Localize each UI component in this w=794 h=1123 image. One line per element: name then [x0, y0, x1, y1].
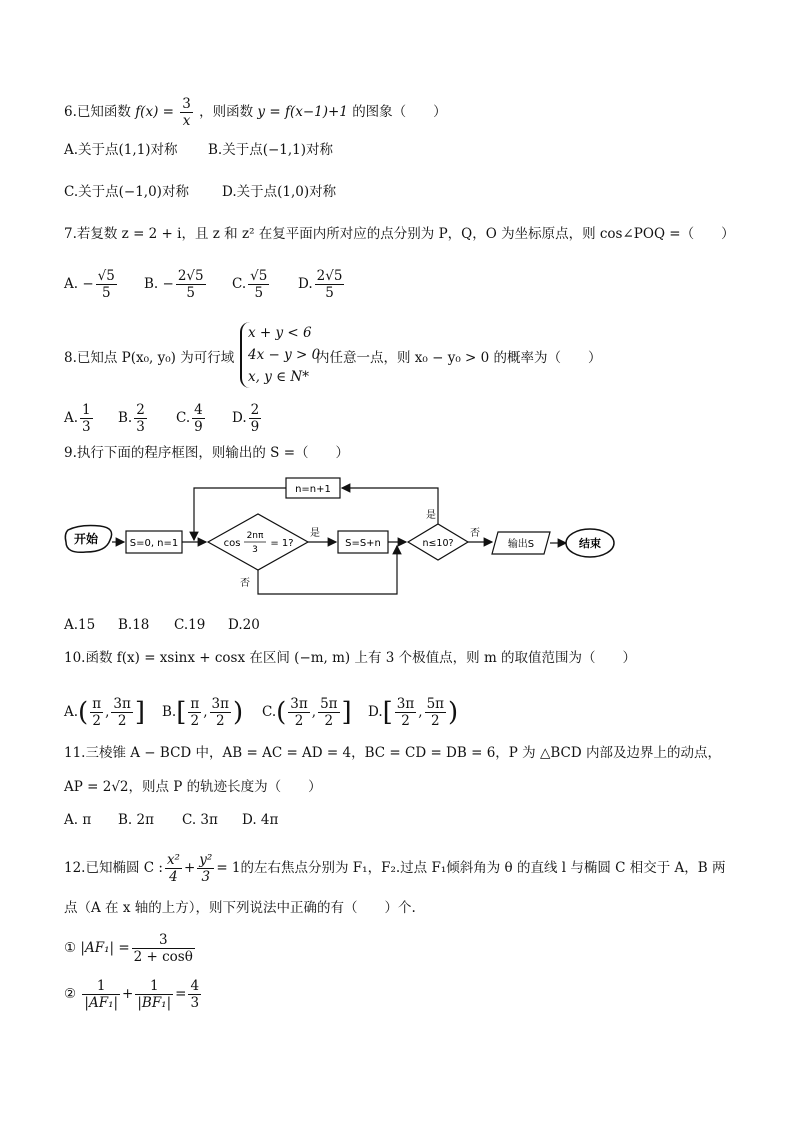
- q7-d-frac: [315, 268, 345, 301]
- q6-option-b: B.关于点(−1,1)对称: [208, 142, 334, 158]
- q12-s1-den: 2 + cosθ: [133, 949, 193, 965]
- q6-frac-den: x: [182, 113, 191, 129]
- q12-stem-line1: [64, 852, 726, 885]
- q10-b-d2: 2: [215, 713, 225, 729]
- q12-stem-b: = 1的左右焦点分别为 F₁，F₂.过点 F₁倾斜角为 θ 的直线 l 与椭圆 C 相交于 A，B 两: [216, 860, 726, 876]
- q7-d-den: 5: [325, 285, 334, 301]
- q10-b-frac2: [210, 696, 231, 729]
- q10-c-d1: 2: [294, 713, 304, 729]
- q7-a-frac: [96, 268, 117, 301]
- q10-d-frac1: [395, 696, 416, 729]
- q8-c-frac: [192, 402, 205, 435]
- q12-s1-num: 3: [132, 932, 195, 949]
- q7-a-num: √5: [97, 268, 115, 284]
- q8-d-frac: [249, 402, 262, 435]
- q10-c-n1: 3π: [290, 696, 308, 712]
- q9-stem: 9.执行下面的程序框图，则输出的 S =（ ）: [64, 445, 350, 461]
- q12-s1-label: ①: [64, 940, 77, 956]
- q10-d-frac2: [425, 696, 446, 729]
- q7-c-frac: [248, 268, 269, 301]
- flow-incr-label: n=n+1: [295, 484, 331, 495]
- q12-s2-eq: =: [175, 986, 187, 1002]
- q8-cond2: 4x − y > 0: [248, 347, 321, 363]
- q10-d-lbracket: [: [382, 697, 393, 728]
- flow-yes2-path: [342, 488, 438, 524]
- q12-stem-a: 12.已知椭圆 C :: [64, 860, 163, 876]
- q10-b-frac1: [188, 696, 201, 729]
- q12-plus: +: [183, 860, 196, 876]
- q8-c-num: 4: [194, 402, 203, 418]
- q10-a-rbracket: ]: [134, 697, 145, 728]
- q8-b-label: B.: [118, 410, 133, 426]
- q7-option-a: [64, 268, 119, 301]
- q6-option-c: C.关于点(−1,0)对称: [64, 184, 189, 200]
- q10-a-lbracket: (: [78, 697, 89, 728]
- q8-stem-b: 内任意一点，则 x₀ − y₀ > 0 的概率为（ ）: [316, 350, 602, 366]
- q10-a-d2: 2: [117, 713, 127, 729]
- q10-a-d1: 2: [92, 713, 101, 729]
- flow-cond1-den: 3: [252, 545, 258, 555]
- q8-b-den: 3: [136, 419, 145, 435]
- q6-option-a: A.关于点(1,1)对称: [64, 142, 178, 158]
- q10-d-n2: 5π: [426, 696, 445, 712]
- q8-c-label: C.: [176, 410, 191, 426]
- q10-option-a: A.( $\frac{\pi}{2}$ , $\frac{3\pi}{2}$ ]: [64, 696, 145, 729]
- q10-c-frac2: [318, 696, 339, 729]
- q6-stem-a: 6.已知函数: [64, 104, 131, 120]
- q7-b-label: B. −: [144, 276, 174, 292]
- q12-y2: y²: [199, 852, 213, 868]
- q7-c-den: 5: [254, 285, 264, 301]
- q7-option-c: [232, 268, 271, 301]
- q10-b-lbracket: [: [176, 697, 187, 728]
- q7-c-label: C.: [232, 276, 247, 292]
- q12-statement-1: [64, 932, 197, 965]
- q11-stem-line2: AP = 2√2，则点 P 的轨迹长度为（ ）: [64, 779, 322, 795]
- q8-d-num: 2: [250, 402, 260, 418]
- flow-no1-label: 否: [240, 578, 250, 589]
- q6-frac-num: 3: [182, 96, 191, 112]
- q10-a-frac2: [111, 696, 132, 729]
- flow-cond1-cos: cos: [223, 538, 241, 549]
- q10-b-label: B.: [162, 704, 177, 720]
- q10-d-rbracket: ): [448, 697, 459, 728]
- q8-option-a: [64, 402, 95, 435]
- q7-b-num: 2√5: [177, 268, 204, 284]
- q9-option-a: A.15: [64, 617, 96, 633]
- q10-c-lbracket: (: [276, 697, 287, 728]
- q8-option-b: [118, 402, 149, 435]
- q8-d-label: D.: [232, 410, 247, 426]
- flow-cond1-num: 2nπ: [246, 531, 264, 541]
- flow-output-label: 输出S: [507, 539, 535, 550]
- q7-option-b: [144, 268, 208, 301]
- q7-d-num: 2√5: [316, 268, 343, 284]
- q10-option-c: C.( $\frac{3\pi}{2}$ , $\frac{5\pi}{2}$ ]: [262, 696, 352, 729]
- q10-d-d2: 2: [431, 713, 440, 729]
- q12-y-frac: [197, 852, 214, 885]
- q9-option-b: B.18: [118, 617, 150, 633]
- q11-option-c: C. 3π: [182, 812, 218, 828]
- q11-option-b: B. 2π: [118, 812, 154, 828]
- q12-s2-n2: 1: [135, 978, 173, 995]
- q11-option-d: D. 4π: [242, 812, 279, 828]
- q12-statement-2: [64, 978, 203, 1011]
- q10-b-n2: 3π: [211, 696, 230, 712]
- q12-s2-plus: +: [122, 986, 134, 1002]
- q7-option-d: [298, 268, 346, 301]
- q9-option-c: C.19: [174, 617, 206, 633]
- flow-start-label: 开始: [73, 532, 99, 546]
- q8-option-c: [176, 402, 207, 435]
- q12-s1-frac: [132, 932, 195, 965]
- q7-stem: 7.若复数 z = 2 + i，且 z 和 z² 在复平面内所对应的点分别为 P，Q，O 为坐标原点，则 cos∠POQ =（ ）: [64, 226, 735, 242]
- q12-s2-d2: |BF₁|: [137, 995, 172, 1011]
- q8-option-d: [232, 402, 263, 435]
- q7-d-label: D.: [298, 276, 313, 292]
- q8-a-den: 3: [82, 419, 91, 435]
- q12-x-frac: [165, 852, 182, 885]
- q12-s2-d1: |AF₁|: [84, 995, 119, 1011]
- q10-d-label: D.: [368, 704, 383, 720]
- q10-c-label: C.: [262, 704, 277, 720]
- q7-b-frac: [176, 268, 206, 301]
- q12-s2-frac3: [188, 978, 201, 1011]
- flow-yes2-label: 是: [426, 510, 436, 521]
- q10-c-rbracket: ]: [341, 697, 352, 728]
- q12-x2: x²: [166, 852, 180, 868]
- q10-a-label: A.: [64, 704, 79, 720]
- q10-b-rbracket: ): [233, 697, 244, 728]
- q12-stem-line2: 点（A 在 x 轴的上方），则下列说法中正确的有（ ）个.: [64, 900, 416, 916]
- q6-stem-b: ，则函数: [199, 104, 254, 120]
- q12-three: 3: [201, 869, 211, 885]
- q10-d-d1: 2: [401, 713, 410, 729]
- q9-option-d: D.20: [228, 617, 260, 633]
- q8-a-num: 1: [82, 402, 91, 418]
- q7-a-den: 5: [101, 285, 111, 301]
- q10-stem: 10.函数 f(x) = xsinx + cosx 在区间 (−m, m) 上有 3 个极值点，则 m 的取值范围为（ ）: [64, 650, 637, 666]
- q8-a-label: A.: [64, 410, 79, 426]
- q10-option-d: D.[ $\frac{3\pi}{2}$ , $\frac{5\pi}{2}$ ): [368, 696, 459, 729]
- q8-d-den: 9: [250, 419, 260, 435]
- q6-stem: [64, 96, 447, 129]
- q12-s2-n1: 1: [82, 978, 120, 995]
- q6-stem-c: 的图象（ ）: [352, 104, 447, 120]
- q10-a-frac1: [90, 696, 103, 729]
- q8-constraints: [240, 322, 320, 388]
- q10-option-b: B.[ $\frac{\pi}{2}$ , $\frac{3\pi}{2}$ ): [162, 696, 244, 729]
- q12-s2-frac1: [82, 978, 120, 1011]
- flow-yes1-label: 是: [310, 528, 320, 539]
- flow-sum-label: S=S+n: [345, 538, 381, 549]
- q8-c-den: 9: [194, 419, 203, 435]
- q6-option-d: D.关于点(1,0)对称: [222, 184, 337, 200]
- q12-s1-lhs: |AF₁| =: [80, 940, 130, 956]
- q8-a-frac: [80, 402, 93, 435]
- flow-cond1-eq: = 1?: [270, 538, 294, 549]
- flow-cond2-label: n≤10?: [422, 538, 454, 549]
- q11-option-a: A. π: [64, 812, 92, 828]
- q10-a-n1: π: [92, 696, 102, 712]
- q10-b-d1: 2: [190, 713, 200, 729]
- q12-s2-label: ②: [64, 986, 77, 1002]
- q7-a-label: A. −: [64, 276, 94, 292]
- q6-fx: f(x) =: [135, 104, 174, 120]
- flow-end-label: 结束: [579, 537, 601, 550]
- q8-cond1: x + y < 6: [248, 325, 312, 341]
- q7-c-num: √5: [250, 268, 268, 284]
- q12-s2-n3: 4: [190, 978, 200, 994]
- q10-d-n1: 3π: [396, 696, 415, 712]
- q10-b-n1: π: [190, 696, 200, 712]
- q12-four: 4: [169, 869, 178, 885]
- q6-yfx: y = f(x−1)+1: [257, 104, 348, 120]
- q8-b-frac: [134, 402, 147, 435]
- q8-b-num: 2: [136, 402, 145, 418]
- q8-stem-a: 8.已知点 P(x₀, y₀) 为可行域: [64, 350, 235, 366]
- q11-stem-line1: 11.三棱锥 A − BCD 中，AB = AC = AD = 4，BC = CD = DB = 6，P 为 △BCD 内部及边界上的动点，: [64, 745, 721, 761]
- q10-c-d2: 2: [324, 713, 334, 729]
- q10-c-n2: 5π: [320, 696, 338, 712]
- q10-a-n2: 3π: [113, 696, 131, 712]
- flow-init-label: S=0, n=1: [129, 538, 179, 549]
- q12-s2-d3: 3: [190, 995, 200, 1011]
- q8-cond3: x, y ∈ N*: [248, 369, 309, 385]
- q10-c-frac1: [288, 696, 309, 729]
- q6-fraction: [180, 96, 193, 129]
- flow-no2-label: 否: [470, 528, 480, 539]
- q12-s2-frac2: [135, 978, 173, 1011]
- q9-flowchart: [60, 470, 630, 605]
- q7-b-den: 5: [186, 285, 196, 301]
